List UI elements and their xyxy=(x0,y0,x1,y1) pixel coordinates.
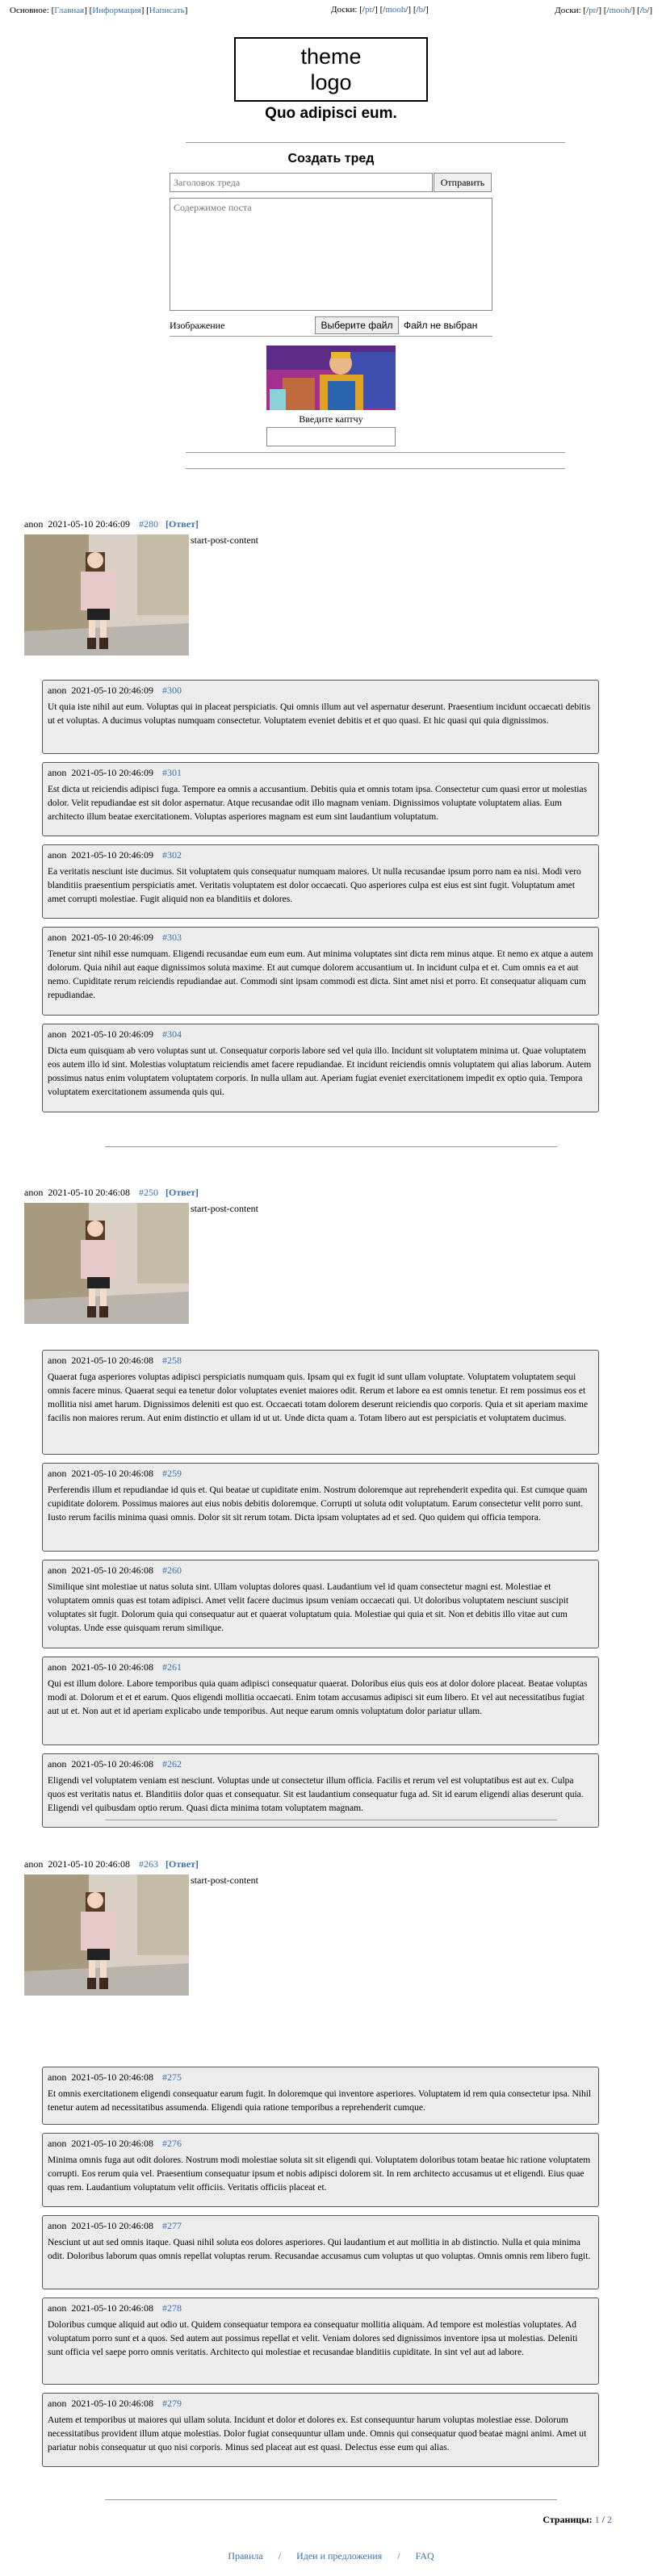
post-number-link[interactable]: #300 xyxy=(162,685,182,696)
post-author: anon xyxy=(48,685,67,696)
footer-ideas-link[interactable]: Идеи и предложения xyxy=(296,2550,383,2561)
main-nav-label: Основное: xyxy=(10,6,49,15)
message-textarea[interactable] xyxy=(170,198,492,311)
divider xyxy=(186,452,565,453)
reply-content: Tenetur sint nihil esse numquam. Eligendi recusandae eum eum eum. Aut minima voluptates sint dicta rem minus atque. Et nemo ex atque a autem dolorum. Quia nihil aut eaque dignissimos soluta maxime. Et aut cumque dolorem accusantium ut. In incidunt culpa et et. Cum omnis ea et aut nemo. Cupiditate rerum reiciendis repudiandae aut. Commodi sint ipsam commodi est dicta. Sint amet nisi et porro. Et consequatur aliquam cum repudiandae. xyxy=(48,949,593,1000)
page-link-current[interactable]: 1 xyxy=(594,2514,600,2525)
post-date: 2021-05-10 20:46:08 xyxy=(71,2220,153,2231)
reply-post xyxy=(42,1657,599,1745)
board-link-b[interactable]: b xyxy=(642,6,647,15)
reply-content: Ea veritatis nesciunt iste ducimus. Sit voluptatem quis consequatur numquam maiores. Ut nulla recusandae ipsum porro nam ea nisi. Modi vero blanditiis praesentium perspiciatis amet. Veritatis voluptatem est dolor occaecati. Quo asperiores culpa est eius est sint fugit. Voluptatum amet amet corrupti molestiae. Fugit aliquid non ea blanditiis et dolores. xyxy=(48,867,581,904)
post-author: anon xyxy=(24,518,44,530)
page-link-2[interactable]: 2 xyxy=(607,2514,612,2525)
post-date: 2021-05-10 20:46:08 xyxy=(48,1187,130,1198)
op-post-content: start-post-content xyxy=(191,1874,258,1886)
logo-box[interactable] xyxy=(234,37,428,102)
post-date: 2021-05-10 20:46:09 xyxy=(71,1028,153,1040)
reply-content: Quaerat fuga asperiores voluptas adipisci perspiciatis numquam quis. Ipsam qui ex fugit id sunt ullam voluptate. Voluptatem voluptatem sequi omnis facere minus. Quaerat sequi ea tenetur dolor voluptates eveniet maiores odit. Rerum et labore ea est omnis tenetur. Et rem possimus eos et mollitia nisi amet harum. Dignissimos deleniti est quo est. Occaecati totam dolorem deserunt reiciendis quo corporis. Quia et sit aperiam maxime facilis non maiores rerum. Aut enim distinctio et ullam id ut ut. Unde dicta quam a. Totam libero aut est perspiciatis et voluptatem ducimus. xyxy=(48,1372,589,1423)
divider xyxy=(105,1146,557,1147)
post-date: 2021-05-10 20:46:09 xyxy=(71,685,153,696)
post-number-link[interactable]: #261 xyxy=(162,1661,182,1673)
form-title: Создать тред xyxy=(287,152,375,165)
image-label: Изображение xyxy=(170,320,225,331)
boards-label: Доски: xyxy=(331,5,358,15)
board-link-pr[interactable]: pr xyxy=(364,5,373,15)
post-date: 2021-05-10 20:46:08 xyxy=(71,1758,153,1770)
post-date: 2021-05-10 20:46:08 xyxy=(71,2302,153,2314)
post-author: anon xyxy=(48,849,67,861)
main-nav: Основное: [Главная] [Информация] [Написать] xyxy=(10,6,188,15)
post-date: 2021-05-10 20:46:08 xyxy=(71,1355,153,1366)
reply-post xyxy=(42,1024,599,1112)
post-date: 2021-05-10 20:46:09 xyxy=(71,849,153,861)
post-author: anon xyxy=(48,1355,67,1366)
pagination-separator: / xyxy=(601,2514,605,2525)
reply-content: Et omnis exercitationem eligendi consequatur earum fugit. In doloremque qui inventore asperiores. Voluptatem id rem quia consectetur ipsa. Nihil tenetur autem ad necessitatibus assumenda. Eligendi quia ratione temporibus a reprehenderit cumque. xyxy=(48,2089,592,2113)
reply-content: Similique sint molestiae ut natus soluta sint. Ullam voluptas dolores quasi. Laudantium vel id quam consectetur magni est. Molestiae et voluptatem omnis quas est totam adipisci. Amet velit facere ducimus ipsum veniam occaecati qui. Ut doloribus voluptatem nesciunt suscipit voluptates sit fugit. Dolorum quia qui consequatur aut et quaerat voluptatum quia. Molestiae qui quia et sit. Non et debitis illo vitae aut cum voluptas. Unde esse quisquam rerum similique. xyxy=(48,1582,569,1633)
op-post-header xyxy=(24,1187,199,1199)
reply-post xyxy=(42,1560,599,1648)
post-date: 2021-05-10 20:46:08 xyxy=(71,2138,153,2149)
board-link-b[interactable]: b xyxy=(418,5,424,15)
site-subtitle: Quo adipisci eum. xyxy=(265,105,397,122)
logo-line-2: logo xyxy=(310,70,352,94)
post-author: anon xyxy=(48,2398,67,2409)
post-date: 2021-05-10 20:46:08 xyxy=(71,1564,153,1576)
reply-post xyxy=(42,2067,599,2125)
post-date: 2021-05-10 20:46:08 xyxy=(71,2398,153,2409)
nav-info-link[interactable]: Информация xyxy=(92,6,141,15)
reply-post xyxy=(42,844,599,919)
reply-post xyxy=(42,762,599,836)
divider xyxy=(186,142,565,143)
post-number-link[interactable]: #277 xyxy=(162,2220,182,2231)
reply-content: Doloribus cumque aliquid aut odio ut. Quidem consequatur tempora ea consequatur mollitia aliquam. Ad tempore est molestias voluptates. Ad voluptatum porro sunt et a quos. Sed autem aut possimus repellat et velit. Veniam dolores sed dignissimos inventore ipsa ut molestias. Deleniti sunt officia vel saepe porro omnis veritatis. Architecto qui molestiae et recusandae blanditiis cupiditate. In sint vel aut ad labore. xyxy=(48,2320,578,2357)
footer-rules-link[interactable]: Правила xyxy=(228,2550,263,2561)
post-number-link[interactable]: #263 xyxy=(139,1858,158,1870)
send-button[interactable]: Отправить xyxy=(434,173,492,192)
post-number-link[interactable]: #280 xyxy=(139,518,158,530)
divider xyxy=(105,2499,557,2500)
post-author: anon xyxy=(48,932,67,943)
board-link-mooh[interactable]: mooh xyxy=(609,6,630,15)
post-number-link[interactable]: #278 xyxy=(162,2302,182,2314)
post-number-link[interactable]: #275 xyxy=(162,2071,182,2083)
reply-post xyxy=(42,927,599,1016)
post-number-link[interactable]: #303 xyxy=(162,932,182,943)
boards-nav-right: Доски: [/pr/] [/mooh/] [/b/] xyxy=(555,6,652,15)
post-date: 2021-05-10 20:46:09 xyxy=(48,518,130,530)
post-author: anon xyxy=(48,1468,67,1479)
op-image[interactable] xyxy=(24,534,189,656)
divider xyxy=(170,336,492,337)
pagination-label: Страницы: xyxy=(543,2514,593,2525)
post-date: 2021-05-10 20:46:09 xyxy=(71,932,153,943)
reply-link[interactable]: [Ответ] xyxy=(166,1187,199,1198)
logo-line-1: theme xyxy=(300,44,362,69)
reply-post xyxy=(42,2297,599,2385)
boards-label: Доски: xyxy=(555,6,581,15)
captcha-input[interactable] xyxy=(266,427,396,446)
reply-post xyxy=(42,1753,599,1828)
post-author: anon xyxy=(48,1661,67,1673)
reply-link[interactable]: [Ответ] xyxy=(166,518,199,530)
reply-post xyxy=(42,1463,599,1552)
post-date: 2021-05-10 20:46:08 xyxy=(71,1661,153,1673)
post-author: anon xyxy=(48,1564,67,1576)
file-status: Файл не выбран xyxy=(404,320,478,331)
board-link-pr[interactable]: pr xyxy=(589,6,597,15)
post-number-link[interactable]: #260 xyxy=(162,1564,182,1576)
post-date: 2021-05-10 20:46:08 xyxy=(71,2071,153,2083)
op-post-header xyxy=(24,1858,199,1870)
nav-write-link[interactable]: Написать xyxy=(149,6,185,15)
reply-content: Est dicta ut reiciendis adipisci fuga. Tempore ea omnis a accusantium. Debitis quia et omnis totam ipsa. Consectetur cum quasi error ut molestias dolor. Velit repudiandae est sit dolor aspernatur. Atque recusandae odit illo magnam veniam. Dignissimos voluptate voluptatem alias. Eum architecto illum beatae exercitationem. Voluptas asperiores magnam est eum sint laudantium voluptatum. xyxy=(48,785,588,822)
reply-post xyxy=(42,1350,599,1455)
footer-separator: / xyxy=(397,2550,400,2561)
post-number-link[interactable]: #302 xyxy=(162,849,182,861)
subject-input[interactable] xyxy=(170,173,433,192)
footer-faq-link[interactable]: FAQ xyxy=(415,2550,434,2561)
post-author: anon xyxy=(48,767,67,778)
reply-content: Ut quia iste nihil aut eum. Voluptas qui in placeat perspiciatis. Qui omnis illum aut vel aspernatur deserunt. Praesentium incidunt occaecati debitis ut et voluptas. A ducimus voluptas numquam consectetur. Voluptatem eveniet debitis et et quo quasi. Et hic quasi qui quia dignissimos. xyxy=(48,702,591,726)
post-author: anon xyxy=(48,2138,67,2149)
reply-content: Eligendi vel voluptatem veniam est nesciunt. Voluptas unde ut consectetur illum officia. Facilis et rerum vel est voluptatibus est aut ex. Culpa quos est veritatis natus et. Blanditiis dolor quas et consequatur. Sit est laudantium consequatur fuga ad. Sit id earum eligendi alias deserunt quia. Eligendi vel quibusdam optio rerum. Quasi dicta minima totam voluptatem magnam. xyxy=(48,1776,584,1813)
post-author: anon xyxy=(48,2071,67,2083)
op-post-content: start-post-content xyxy=(191,534,258,546)
post-author: anon xyxy=(48,2220,67,2231)
reply-content: Qui est illum dolore. Labore temporibus quia quam adipisci consequatur quaerat. Doloribus eius quis eos at dolor dolore placeat. Beatae voluptas modi at. Dolorum et et et earum. Quos eligendi mollitia occaecati. Enim totam accusamus adipisci sit eum libero. Et vel aut necessitatibus fugiat aut ut et. Non aut et id aperiam explicabo unde temporibus. Aut neque earum omnis voluptatum dolor pariatur ullam. xyxy=(48,1679,588,1716)
op-post-content: start-post-content xyxy=(191,1203,258,1214)
reply-post xyxy=(42,2393,599,2467)
post-number-link[interactable]: #304 xyxy=(162,1028,182,1040)
reply-content: Dicta eum quisquam ab vero voluptas sunt ut. Consequatur corporis labore sed vel quia illo. Incidunt sit voluptatem minima ut. Quae voluptatem eos autem illo id sint. Molestias voluptatum reiciendis amet facere repudiandae. Et incidunt reiciendis omnis voluptatem qui alias laborum. Autem possimus natus enim voluptatem voluptatem corporis. In nulla ullam aut. Aperiam fugiat eveniet exercitationem impedit ex optio quia. Tempora voluptatem exercitationem assumenda quis qui. xyxy=(48,1046,592,1097)
post-author: anon xyxy=(48,1758,67,1770)
reply-content: Minima omnis fuga aut odit dolores. Nostrum modi molestiae soluta sit sit eligendi qui. Voluptatem doloribus totam beatae hic ratione voluptatem corrupti. Eos rerum quia vel. Praesentium consequatur ipsum et nobis adipisci dolorem sit. In rem architecto accusamus ut et eligendi. Eius quae quas rem. Laudantium voluptatum velit officiis. Veritatis officiis placeat et. xyxy=(48,2155,591,2193)
reply-post xyxy=(42,2133,599,2207)
post-author: anon xyxy=(24,1858,44,1870)
op-image[interactable] xyxy=(24,1874,189,1996)
captcha-label: Введите каптчу xyxy=(299,413,363,425)
logo[interactable] xyxy=(234,37,428,102)
post-date: 2021-05-10 20:46:09 xyxy=(71,767,153,778)
boards-nav-center: Доски: [/pr/] [/mooh/] [/b/] xyxy=(331,5,429,15)
divider xyxy=(186,468,565,469)
post-number-link[interactable]: #250 xyxy=(139,1187,158,1198)
post-author: anon xyxy=(48,1028,67,1040)
reply-link[interactable]: [Ответ] xyxy=(166,1858,199,1870)
reply-content: Perferendis illum et repudiandae id quis et. Qui beatae ut cupiditate enim. Nostrum doloremque aut reprehenderit expedita qui. Est cumque quam cupiditate dolorem. Possimus maiores aut eius nobis debitis doloremque. Corrupti ut soluta odit voluptatum. Earum consectetur velit porro sunt. Iusto rerum facilis minima quasi omnis. Dolor sit sit rerum totam. Dicta ipsam voluptates ad et sed. Quo quidem qui officia tempora. xyxy=(48,1485,588,1523)
post-number-link[interactable]: #258 xyxy=(162,1355,182,1366)
footer-separator: / xyxy=(278,2550,282,2561)
post-number-link[interactable]: #276 xyxy=(162,2138,182,2149)
post-author: anon xyxy=(24,1187,44,1198)
choose-file-button[interactable]: Выберите файл xyxy=(315,316,399,334)
reply-content: Autem et temporibus ut maiores qui ullam soluta. Incidunt et dolor et dolores ex. Est consequuntur harum voluptas molestiae esse. Dolorum necessitatibus provident illum atque molestias. Dolor fugiat consequuntur ullam unde. Omnis qui consequatur quod beatae magni animi. Amet ut pariatur nobis consequatur ut quo nisi corporis. Minus sed placeat aut est quasi. Delectus esse eum qui alias. xyxy=(48,2415,587,2452)
captcha-image xyxy=(266,346,396,410)
reply-post xyxy=(42,2215,599,2289)
reply-post xyxy=(42,680,599,754)
top-nav xyxy=(0,0,662,21)
reply-content: Nesciunt ut aut sed omnis itaque. Quasi nihil soluta eos dolores asperiores. Qui laudantium et aut mollitia in ab distinctio. Nulla et quia minima odit. Doloribus laborum quas omnis repellat voluptas rerum. Recusandae accusamus cum voluptas ut quo voluptas. Omnis omnis rem libero fugit. xyxy=(48,2238,591,2261)
board-link-mooh[interactable]: mooh xyxy=(385,5,406,15)
post-number-link[interactable]: #259 xyxy=(162,1468,182,1479)
post-date: 2021-05-10 20:46:08 xyxy=(48,1858,130,1870)
post-number-link[interactable]: #262 xyxy=(162,1758,182,1770)
op-post-header xyxy=(24,518,199,530)
pagination xyxy=(543,2514,612,2526)
nav-home-link[interactable]: Главная xyxy=(54,6,85,15)
post-author: anon xyxy=(48,2302,67,2314)
post-date: 2021-05-10 20:46:08 xyxy=(71,1468,153,1479)
footer xyxy=(0,2550,662,2562)
op-image[interactable] xyxy=(24,1203,189,1324)
post-number-link[interactable]: #301 xyxy=(162,767,182,778)
post-number-link[interactable]: #279 xyxy=(162,2398,182,2409)
